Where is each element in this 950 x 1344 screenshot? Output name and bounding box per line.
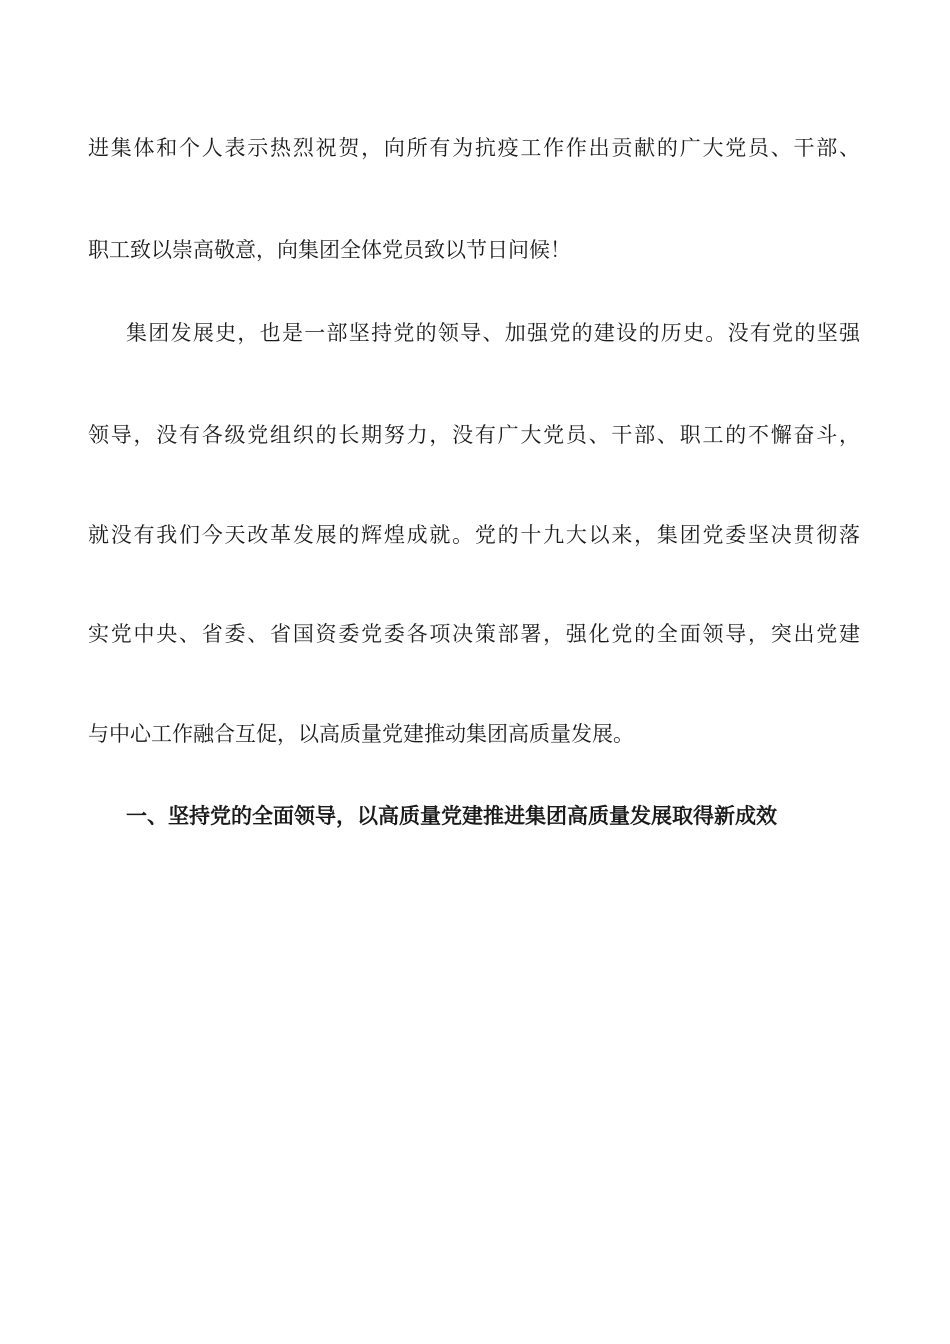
paragraph-2-line-4: 实党中央、省委、省国资委党委各项决策部署，强化党的全面领导，突出党建 [88, 622, 860, 646]
section-heading: 一、坚持党的全面领导，以高质量党建推进集团高质量发展取得新成效 [126, 804, 777, 828]
paragraph-2-line-5: 与中心工作融合互促，以高质量党建推动集团高质量发展。 [88, 722, 634, 746]
paragraph-1-line-2: 职工致以崇高敬意，向集团全体党员致以节日问候！ [88, 238, 571, 262]
paragraph-1-line-1: 进集体和个人表示热烈祝贺，向所有为抗疫工作作出贡献的广大党员、干部、 [88, 136, 860, 160]
paragraph-2-line-3: 就没有我们今天改革发展的辉煌成就。党的十九大以来，集团党委坚决贯彻落 [88, 523, 860, 547]
paragraph-2-line-1: 集团发展史，也是一部坚持党的领导、加强党的建设的历史。没有党的坚强 [126, 321, 860, 345]
paragraph-2-line-2: 领导，没有各级党组织的长期努力，没有广大党员、干部、职工的不懈奋斗， [88, 423, 860, 447]
